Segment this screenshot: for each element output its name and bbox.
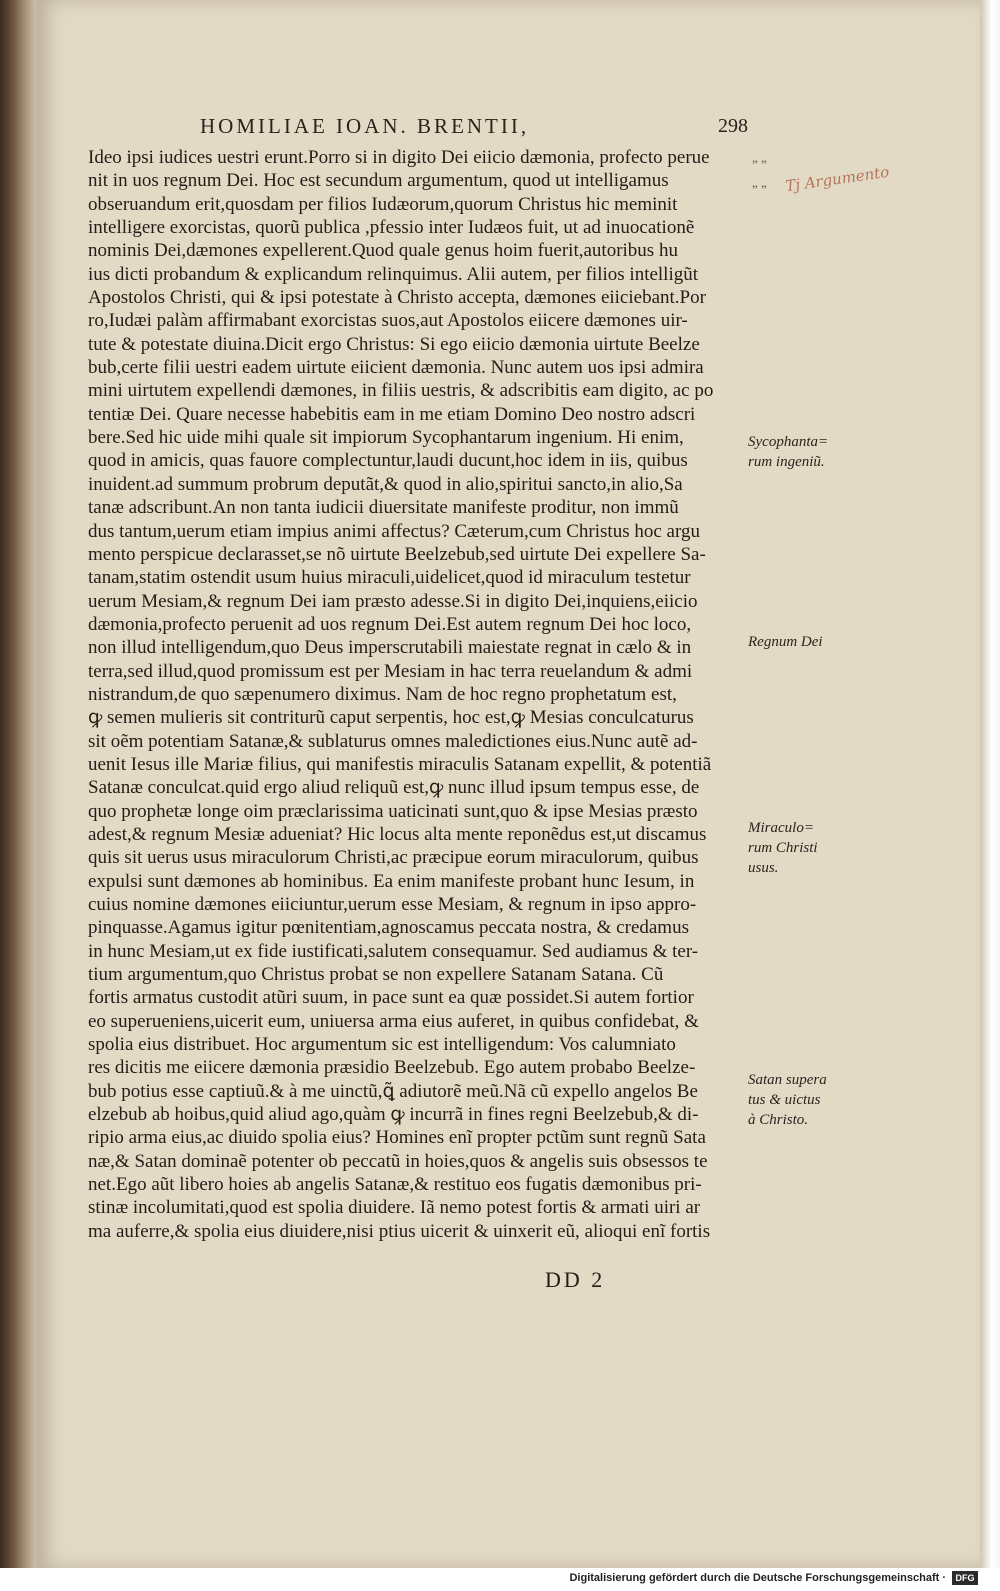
text-line: inuident.ad summum probrum deputãt,& quod in alio,spiritui sancto,in alio,Sa <box>88 473 683 495</box>
text-line: nit in uos regnum Dei. Hoc est secundum argumentum, quod ut intelligamus <box>88 170 669 192</box>
text-line: bub,certe filii uestri eadem uirtute eiicient dæmonia. Nunc autem uos ipsi admira <box>88 357 704 379</box>
marginal-line: tus & uictus <box>748 1092 821 1108</box>
text-line: expulsi sunt dæmones ab hominibus. Ea enim manifeste probant hunc Iesum, in <box>88 870 695 892</box>
text-line: sit oẽm potentiam Satanæ,& sublaturus omnes maledictiones eius.Nunc autẽ ad- <box>88 730 698 752</box>
text-line: pinquasse.Agamus igitur pœnitentiam,agnoscamus peccata nostra, & credamus <box>88 917 689 939</box>
marginal-note-sycophants <box>748 432 858 472</box>
text-line: dus tantum,uerum etiam impius animi affectus? Cæterum,cum Christus hoc argu <box>88 520 700 542</box>
marginal-note-miracles <box>748 818 858 878</box>
text-line: ius dicti probandum & explicandum relinquimus. Alii autem, per filios intelligũt <box>88 263 699 285</box>
marginal-line: rum ingeniũ. <box>748 454 825 470</box>
handwritten-annotation: Tj Argumento <box>784 162 891 196</box>
text-line: mento perspicue declarasset,se nõ uirtute Beelzebub,sed uirtute Dei expellere Sa- <box>88 543 706 565</box>
text-line: tute & potestate diuina.Dicit ergo Christus: Si ego eiicio dæmonia uirtute Beelze <box>88 333 700 355</box>
text-line: res dicitis me eiicere dæmonia præsidio Beelzebub. Ego autem probabo Beelze- <box>88 1057 696 1079</box>
marginal-line: Sycophanta= <box>748 434 829 450</box>
text-line: nistrandum,de quo sæpenumero diximus. Nam de hoc regno prophetatum est, <box>88 683 677 705</box>
text-line: ꝙ semen mulieris sit contriturũ caput serpentis, hoc est,ꝙ Mesias conculcaturus <box>88 707 694 729</box>
text-line: elzebub ab hoibus,quid aliud ago,quàm ꝙ incurrã in fines regni Beelzebub,& di- <box>88 1104 699 1126</box>
text-line: ma auferre,& spolia eius diuidere,nisi ptius uicerit & uinxerit eũ, alioqui enĩ fortis <box>88 1220 711 1242</box>
quotation-mark: „ „ <box>752 150 767 165</box>
text-line: ripio arma eius,ac diuido spolia eius? Homines enĩ propter pctũm sunt regnũ Sata <box>88 1127 706 1149</box>
marginal-note-regnum-dei <box>748 632 858 652</box>
text-line: Apostolos Christi, qui & ipsi potestate à Christo accepta, dæmones eiiciebant.Por <box>88 287 706 309</box>
text-line: adest,& regnum Mesiæ adueniat? Hic locus alta mente reponẽdus est,ut discamus <box>88 823 707 845</box>
text-line: tium argumentum,quo Christus probat se non expellere Satanam Satana. Cũ <box>88 964 664 986</box>
marginal-note-satan <box>748 1070 858 1130</box>
text-line: fortis armatus custodit atũri suum, in pace sunt ea quæ possidet.Si autem fortior <box>88 987 694 1009</box>
text-line: terra,sed illud,quod promissum est per Mesiam in hac terra reuelandum & admi <box>88 660 693 682</box>
folio-number: 298 <box>718 115 748 137</box>
marginal-line: rum Christi <box>748 840 818 856</box>
marginal-line: usus. <box>748 860 779 876</box>
text-line: obseruandum erit,quosdam per filios Iudæorum,quorum Christus hic meminit <box>88 193 678 215</box>
text-line: tentiæ Dei. Quare necesse habebitis eam in me etiam Domino Deo nostro adscri <box>88 403 696 425</box>
text-line: in hunc Mesiam,ut ex fide iustificati,salutem consequamur. Sed audiamus & ter- <box>88 940 699 962</box>
text-line: Ideo ipsi iudices uestri erunt.Porro si in digito Dei eiicio dæmonia, profecto perue <box>88 147 710 168</box>
text-line: quis sit uerus usus miraculorum Christi,ac præcipue eorum miraculorum, quibus <box>88 847 699 869</box>
signature-mark: DD 2 <box>545 1267 606 1292</box>
text-line: næ,& Satan dominaẽ potenter ob peccatũ in hoies,quos & angelis suis obsessos te <box>88 1150 708 1172</box>
text-line: non illud intelligendum,quo Deus imperscrutabili maiestate regnat in cælo & in <box>88 637 692 659</box>
text-line: nominis Dei,dæmones expellerent.Quod quale genus hoim fuerit,autoribus hu <box>88 240 678 262</box>
marginal-line: Regnum Dei <box>748 634 823 650</box>
text-line: tanæ adscribunt.An non tanta iudicii diuersitate manifeste proditur, non immũ <box>88 497 679 519</box>
text-line: stinæ incolumitati,quod est spolia diuidere. Iã nemo potest fortis & armati uiri ar <box>88 1197 701 1219</box>
digitization-credit: Digitalisierung gefördert durch die Deutsche Forschungsgemeinschaft · <box>569 1572 946 1584</box>
page-right-margin <box>980 0 1000 1568</box>
text-line: spolia eius distribuet. Hoc argumentum sic est intelligendum: Vos calumniato <box>88 1034 676 1056</box>
text-line: bere.Sed hic uide mihi quale sit impiorum Sycophantarum ingenium. Hi enim, <box>88 427 684 449</box>
text-line: quo prophetæ longe oim præclarissima uaticinati sunt,quo & ipse Mesias præsto <box>88 800 698 822</box>
marginal-line: à Christo. <box>748 1112 809 1128</box>
text-line: dæmonia,profecto peruenit ad uos regnum Dei.Est autem regnum Dei hoc loco, <box>88 613 692 635</box>
book-binding-edge <box>0 0 36 1591</box>
text-line: uerum Mesiam,& regnum Dei iam præsto adesse.Si in digito Dei,inquiens,eiicio <box>88 590 698 612</box>
main-text-block <box>88 146 748 1243</box>
text-line: net.Ego aũt libero hoies ab angelis Satanæ,& restituo eos fugatis dæmonibus pri- <box>88 1174 702 1196</box>
text-line: Satanæ conculcat.quid ergo aliud reliquũ est,ꝙ nunc illud ipsum tempus esse, de <box>88 777 700 799</box>
text-line: ro,Iudæi palàm affirmabant exorcistas suos,aut Apostolos eiicere dæmones uir- <box>88 310 688 332</box>
text-line: uenit Iesus ille Mariæ filius, qui manifestis miraculis Satanam expellit, & potentiã <box>88 753 712 775</box>
text-line: intelligere exorcistas, quorũ publica ,pfessio inter Iudæos fuit, ut ad inuocationẽ <box>88 217 695 239</box>
running-title: HOMILIAE IOAN. BRENTII, <box>200 114 530 138</box>
text-line: bub potius esse captiuũ.& à me uinctũ,ꝗ̃ adiutorẽ meũ.Nã cũ expello angelos Be <box>88 1080 698 1102</box>
marginal-line: Satan supera <box>748 1072 827 1088</box>
quotation-mark: „ „ <box>752 175 767 190</box>
dfg-logo: DFG <box>952 1571 978 1585</box>
text-line: eo superueniens,uicerit eum, uniuersa arma eius auferet, in quibus confidebat, & <box>88 1010 699 1032</box>
text-line: tanam,statim ostendit usum huius miraculi,uidelicet,quod id miraculum testetur <box>88 567 691 589</box>
text-line: mini uirtutem expellendi dæmones, in filiis uestris, & adscribitis eam digito, ac po <box>88 380 714 402</box>
text-line: quod in amicis, quas fauore complectuntur,laudi ducunt,hoc idem in iis, quibus <box>88 450 688 472</box>
marginal-line: Miraculo= <box>748 820 814 836</box>
text-line: cuius nomine dæmones eiiciuntur,uerum esse Mesiam, & regnum in ipso appro- <box>88 894 697 915</box>
